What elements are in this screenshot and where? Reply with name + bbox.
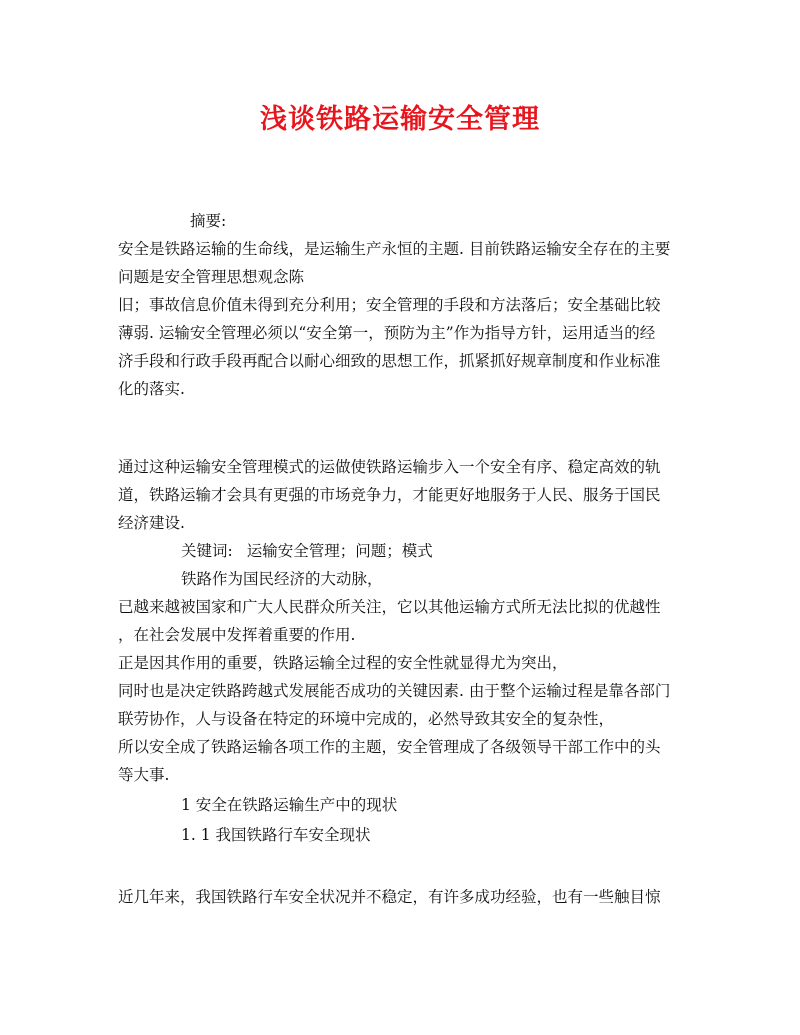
intro-line: 等大事. [118, 766, 170, 784]
intro-line: 正是因其作用的重要，铁路运输全过程的安全性就显得尤为突出， [118, 654, 568, 672]
abstract-line: 安全是铁路运输的生命线，是运输生产永恒的主题. 目前铁路运输安全存在的主要 [118, 240, 671, 258]
body-line: 近几年来，我国铁路行车安全状况并不稳定，有许多成功经验，也有一些触目惊 [118, 888, 661, 906]
abstract-line: 化的落实. [118, 380, 185, 398]
section-heading-1: 1 安全在铁路运输生产中的现状 [181, 796, 398, 814]
document-title: 浅谈铁路运输安全管理 [260, 104, 540, 135]
abstract-line: 济手段和行政手段再配合以耐心细致的思想工作，抓紧抓好规章制度和作业标准 [118, 352, 661, 370]
intro-line: ，在社会发展中发挥着重要的作用. [118, 626, 356, 644]
keywords-value: 运输安全管理；问题；模式 [246, 542, 433, 560]
section-heading-1-1: 1. 1 我国铁路行车安全现状 [181, 826, 371, 844]
intro-line: 所以安全成了铁路运输各项工作的主题，安全管理成了各级领导干部工作中的头 [118, 738, 661, 756]
keywords-label: 关键词: [181, 542, 233, 560]
intro-line: 联劳协作，人与设备在特定的环境中完成的，必然导致其安全的复杂性， [118, 710, 615, 728]
paragraph-line: 通过这种运输安全管理模式的运做使铁路运输步入一个安全有序、稳定高效的轨 [118, 458, 661, 476]
paragraph-line: 道，铁路运输才会具有更强的市场竞争力，才能更好地服务于人民、服务于国民 [118, 486, 661, 504]
abstract-line: 问题是安全管理思想观念陈 [118, 268, 305, 286]
abstract-line: 薄弱. 运输安全管理必须以“安全第一，预防为主”作为指导方针，运用适当的经 [118, 324, 656, 342]
intro-first-line: 铁路作为国民经济的大动脉， [181, 570, 383, 588]
abstract-label: 摘要: [190, 212, 227, 230]
intro-line: 已越来越被国家和广大人民群众所关注，它以其他运输方式所无法比拟的优越性 [118, 598, 661, 616]
intro-line: 同时也是决定铁路跨越式发展能否成功的关键因素. 由于整个运输过程是靠各部门 [118, 682, 671, 700]
abstract-line: 旧；事故信息价值未得到充分利用；安全管理的手段和方法落后；安全基础比较 [118, 296, 661, 314]
keywords-line [181, 540, 688, 562]
paragraph-line: 经济建设. [118, 514, 185, 532]
